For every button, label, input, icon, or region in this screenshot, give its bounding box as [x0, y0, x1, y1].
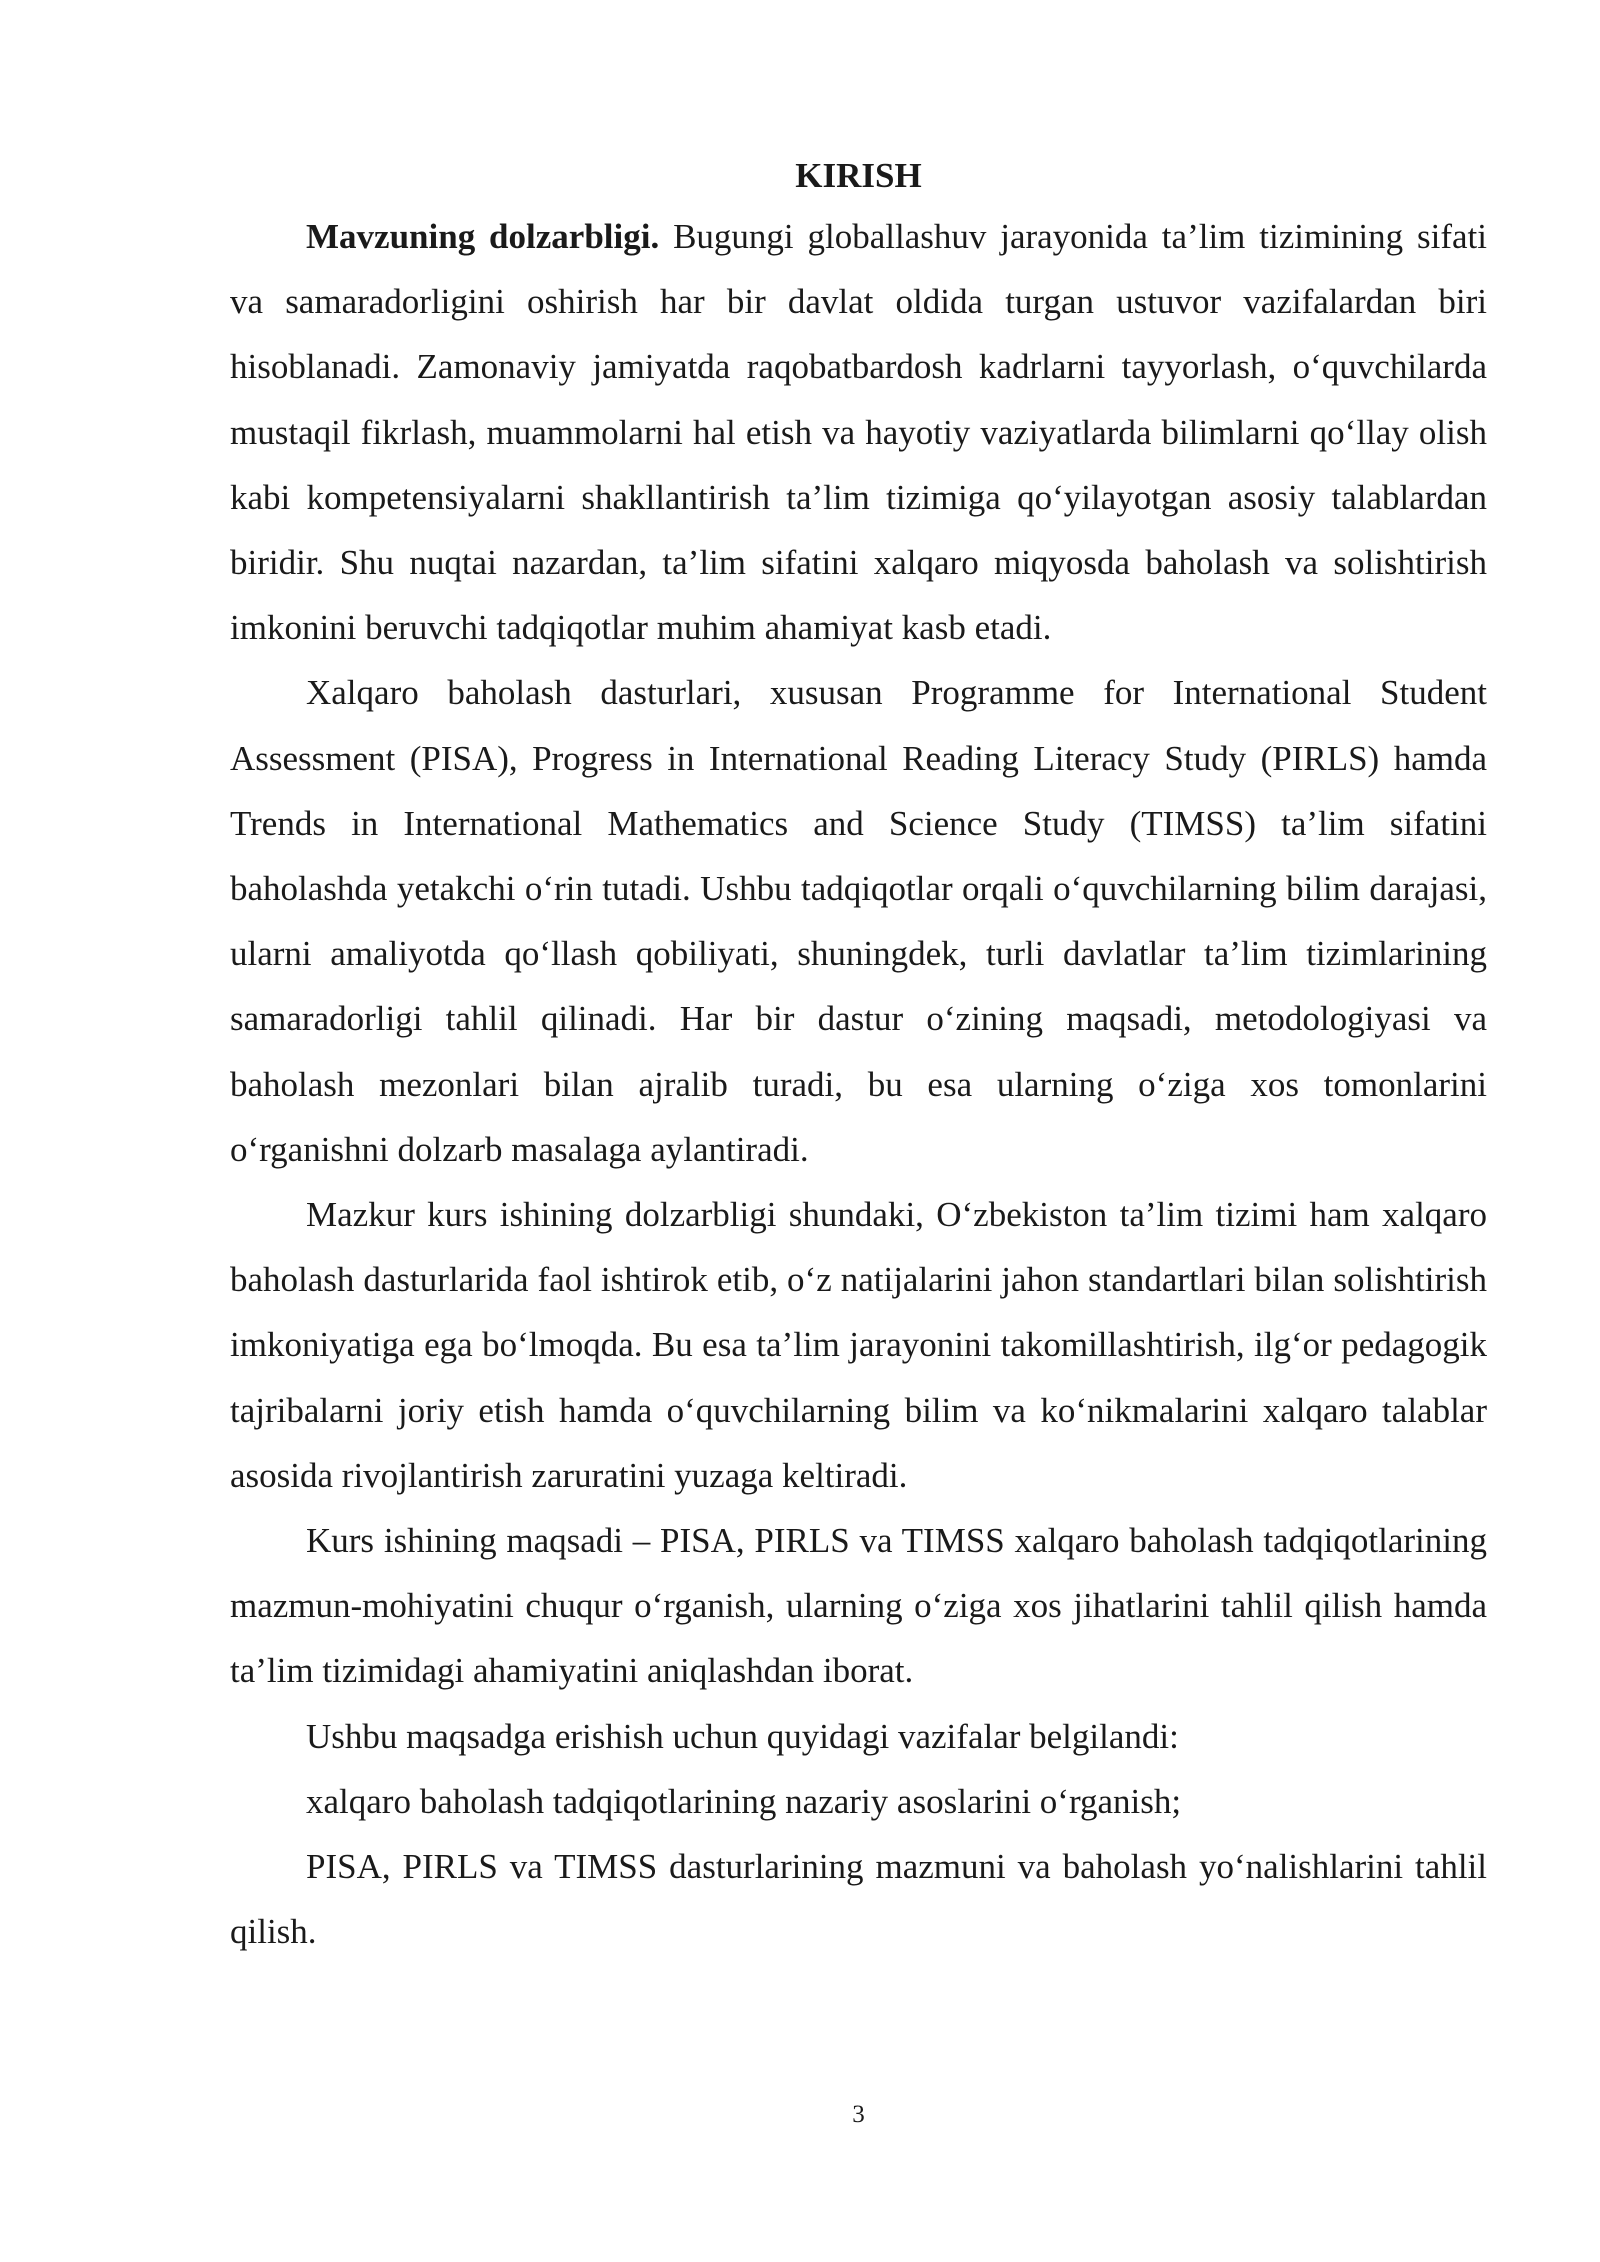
paragraph-goal: Kurs ishining maqsadi – PISA, PIRLS va TIMSS xalqaro baholash tadqiqotlarining mazmun-mohiyatini chuqur o‘rganish, ularning o‘ziga xos jihatlarini tahlil qilish hamda ta’lim tizimidagi ahamiyatini aniqlashdan iborat.	[230, 1521, 1487, 1691]
paragraph-uzbekistan-relevance: Mazkur kurs ishining dolzarbligi shundaki, O‘zbekiston ta’lim tizimi ham xalqaro baholash dasturlarida faol ishtirok etib, o‘z natijalarini jahon standartlari bilan solishtirish imkoniyatiga ega bo‘lmoqda. Bu esa ta’lim jarayonini takomillashtirish, ilg‘or pedagogik tajribalarni joriy etish hamda o‘quvchilarning bilim va ko‘nikmalarini xalqaro talablar asosida rivojlantirish zaruratini yuzaga keltiradi.	[230, 1195, 1487, 1495]
paragraph-text: Bugungi globallashuv jarayonida ta’lim tizimining sifati va samaradorligini oshirish har bir davlat oldida turgan ustuvor vazifalardan biri hisoblanadi. Zamonaviy jamiyatda raqobatbardosh kadrlarni tayyorlash, o‘quvchilarda mustaqil fikrlash, muammolarni hal etish va hayotiy vaziyatlarda bilimlarni qo‘llay olish kabi kompetensiyalarni shakllantirish ta’lim tizimiga qo‘yilayotgan asosiy talablardan biridir. Shu nuqtai nazardan, ta’lim sifatini xalqaro miqyosda baholash va solishtirish imkonini beruvchi tadqiqotlar muhim ahamiyat kasb etadi.	[230, 217, 1487, 648]
page-number: 3	[852, 2101, 865, 2128]
paragraph-lead: Mavzuning dolzarbligi.	[306, 217, 660, 256]
paragraph-tasks-intro: Ushbu maqsadga erishish uchun quyidagi vazifalar belgilandi:	[306, 1716, 1179, 1756]
section-heading: KIRISH	[795, 156, 922, 195]
paragraph-relevance	[230, 204, 1487, 660]
task-item: xalqaro baholash tadqiqotlarining nazariy asoslarini o‘rganish;	[306, 1781, 1182, 1821]
task-item: PISA, PIRLS va TIMSS dasturlarining mazmuni va baholash yo‘nalishlarini tahlil qilish.	[230, 1847, 1487, 1952]
paragraph-assessment-programs: Xalqaro baholash dasturlari, xususan Programme for International Student Assessment (PISA), Progress in International Reading Literacy Study (PIRLS) hamda Trends in International Mathematics and Science Study (TIMSS) ta’lim sifatini baholashda yetakchi o‘rin tutadi. Ushbu tadqiqotlar orqali o‘quvchilarning bilim darajasi, ularni amaliyotda qo‘llash qobiliyati, shuningdek, turli davlatlar ta’lim tizimlarining samaradorligi tahlil qilinadi. Har bir dastur o‘zining maqsadi, metodologiyasi va baholash mezonlari bilan ajralib turadi, bu esa ularning o‘ziga xos tomonlarini o‘rganishni dolzarb masalaga aylantiradi.	[230, 673, 1487, 1169]
page-content	[230, 148, 1487, 1964]
